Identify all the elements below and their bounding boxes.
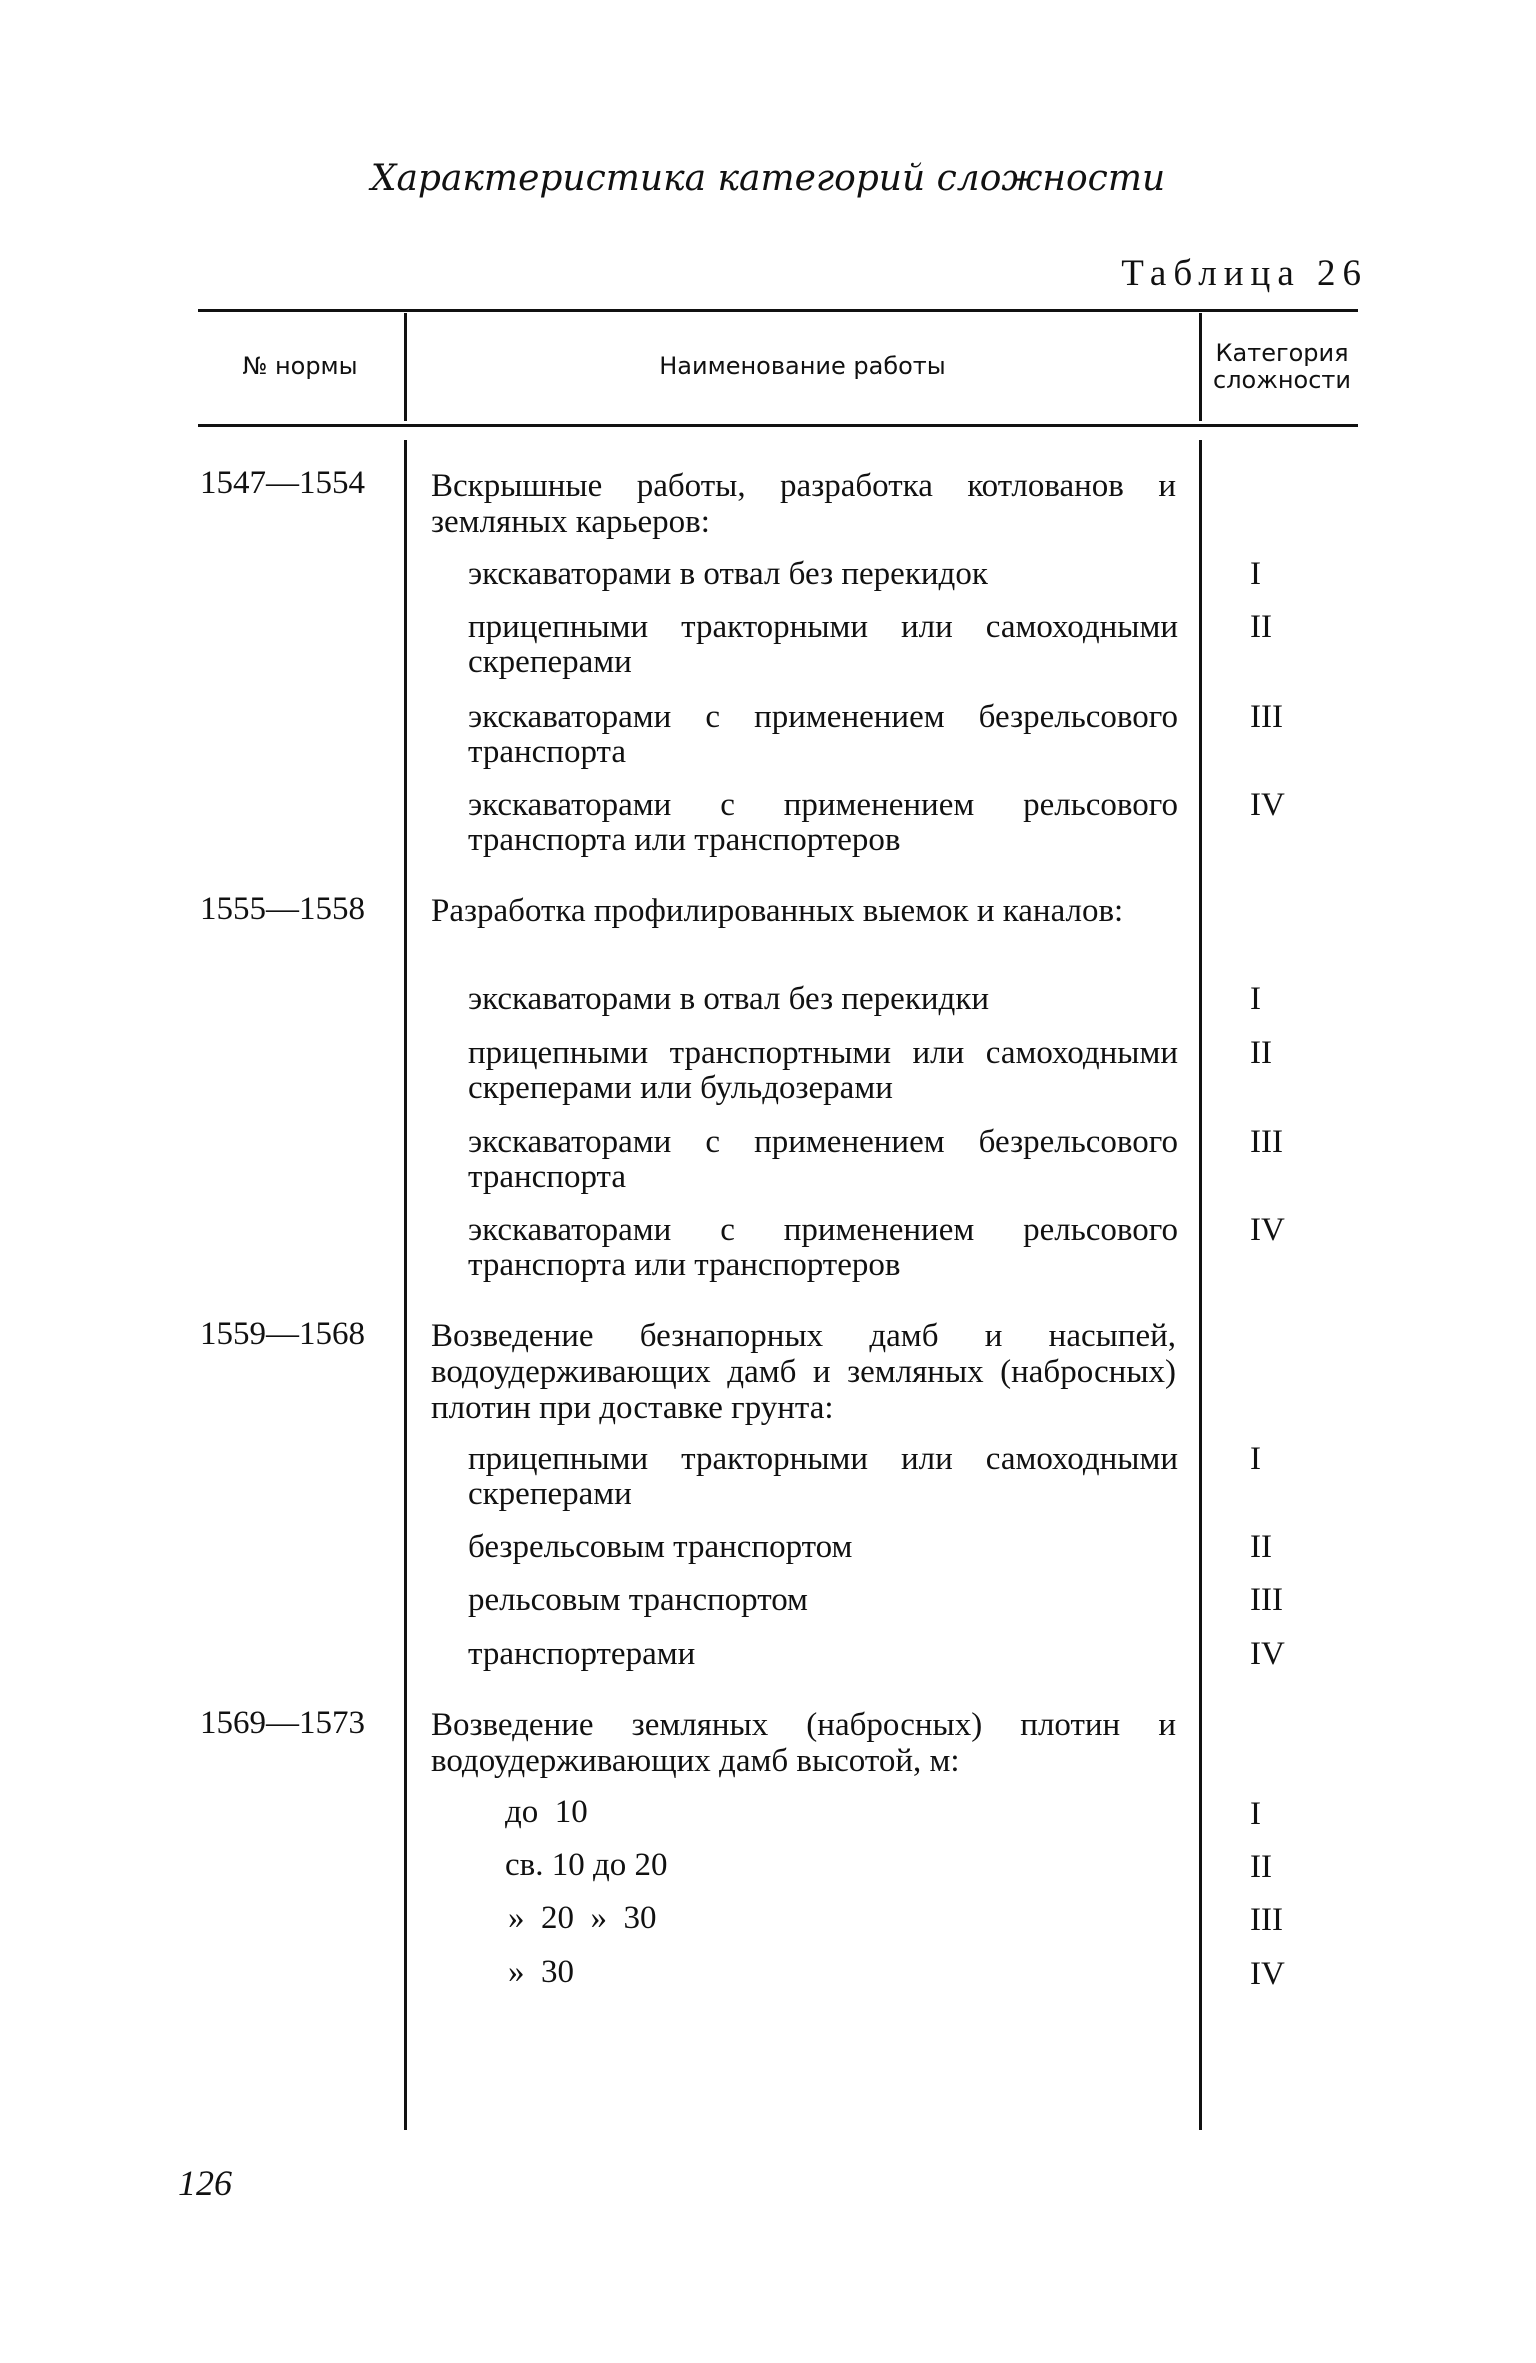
work-item: рельсовым транспортом — [468, 1582, 808, 1618]
page-title: Характеристика категорий сложности — [370, 158, 1166, 199]
work-item: транспортерами — [468, 1636, 696, 1672]
category-value: III — [1250, 699, 1283, 735]
category-value: III — [1250, 1902, 1283, 1938]
column-divider-left — [404, 440, 407, 2130]
norm-code: 1559—1568 — [200, 1316, 365, 1352]
work-item: прицепными тракторными или самоходными скреперами — [468, 1441, 1178, 1512]
work-item: экскаваторами с применением безрельсового транспорта — [468, 699, 1178, 770]
category-value: III — [1250, 1124, 1283, 1160]
work-item: экскаваторами с применением рельсового транспорта или транспортеров — [468, 1212, 1178, 1283]
work-item: до 10 — [505, 1794, 588, 1830]
work-item: прицепными транспортными или самоходными скреперами или бульдозерами — [468, 1035, 1178, 1106]
work-item: безрельсовым транспортом — [468, 1529, 853, 1565]
work-item: экскаваторами в отвал без перекидок — [468, 556, 988, 592]
category-value: II — [1250, 609, 1272, 645]
work-item: экскаваторами с применением рельсового транспорта или транспортеров — [468, 787, 1178, 858]
category-value: IV — [1250, 1956, 1285, 1992]
header-category-line1: Категория — [1215, 339, 1349, 367]
group-title: Разработка профилированных выемок и каналов: — [431, 893, 1124, 929]
category-value: I — [1250, 556, 1261, 592]
category-value: I — [1250, 1796, 1261, 1832]
category-value: III — [1250, 1582, 1283, 1618]
norm-code: 1569—1573 — [200, 1705, 365, 1741]
norm-code: 1547—1554 — [200, 465, 365, 501]
work-item: св. 10 до 20 — [505, 1847, 668, 1883]
page-number: 126 — [178, 2163, 232, 2203]
header-code: № нормы — [242, 352, 358, 380]
norm-code: 1555—1558 — [200, 891, 365, 927]
category-value: II — [1250, 1529, 1272, 1565]
work-item: экскаваторами в отвал без перекидки — [468, 981, 990, 1017]
category-value: I — [1250, 981, 1261, 1017]
table-top-rule — [198, 309, 1358, 312]
work-item: прицепными тракторными или самоходными скреперами — [468, 609, 1178, 680]
column-divider-right-header — [1199, 313, 1202, 421]
category-value: I — [1250, 1441, 1261, 1477]
work-item: » 30 — [508, 1954, 574, 1990]
column-divider-left-header — [404, 313, 407, 421]
header-category-line2: сложности — [1213, 366, 1351, 394]
category-value: IV — [1250, 1636, 1285, 1672]
category-value: II — [1250, 1035, 1272, 1071]
table-caption: Таблица 26 — [1121, 253, 1368, 294]
group-title: Возведение безнапорных дамб и насыпей, водоудерживающих дамб и земляных (набросных) плотин при доставке грунта: — [431, 1318, 1176, 1426]
table-header-rule — [198, 424, 1358, 427]
group-title: Возведение земляных (набросных) плотин и водоудерживающих дамб высотой, м: — [431, 1707, 1176, 1779]
group-title: Вскрышные работы, разработка котлованов и земляных карьеров: — [431, 468, 1176, 540]
column-divider-right — [1199, 440, 1202, 2130]
header-name: Наименование работы — [659, 352, 946, 380]
category-value: II — [1250, 1849, 1272, 1885]
work-item: » 20 » 30 — [508, 1900, 657, 1936]
category-value: IV — [1250, 787, 1285, 823]
category-value: IV — [1250, 1212, 1285, 1248]
work-item: экскаваторами с применением безрельсового транспорта — [468, 1124, 1178, 1195]
